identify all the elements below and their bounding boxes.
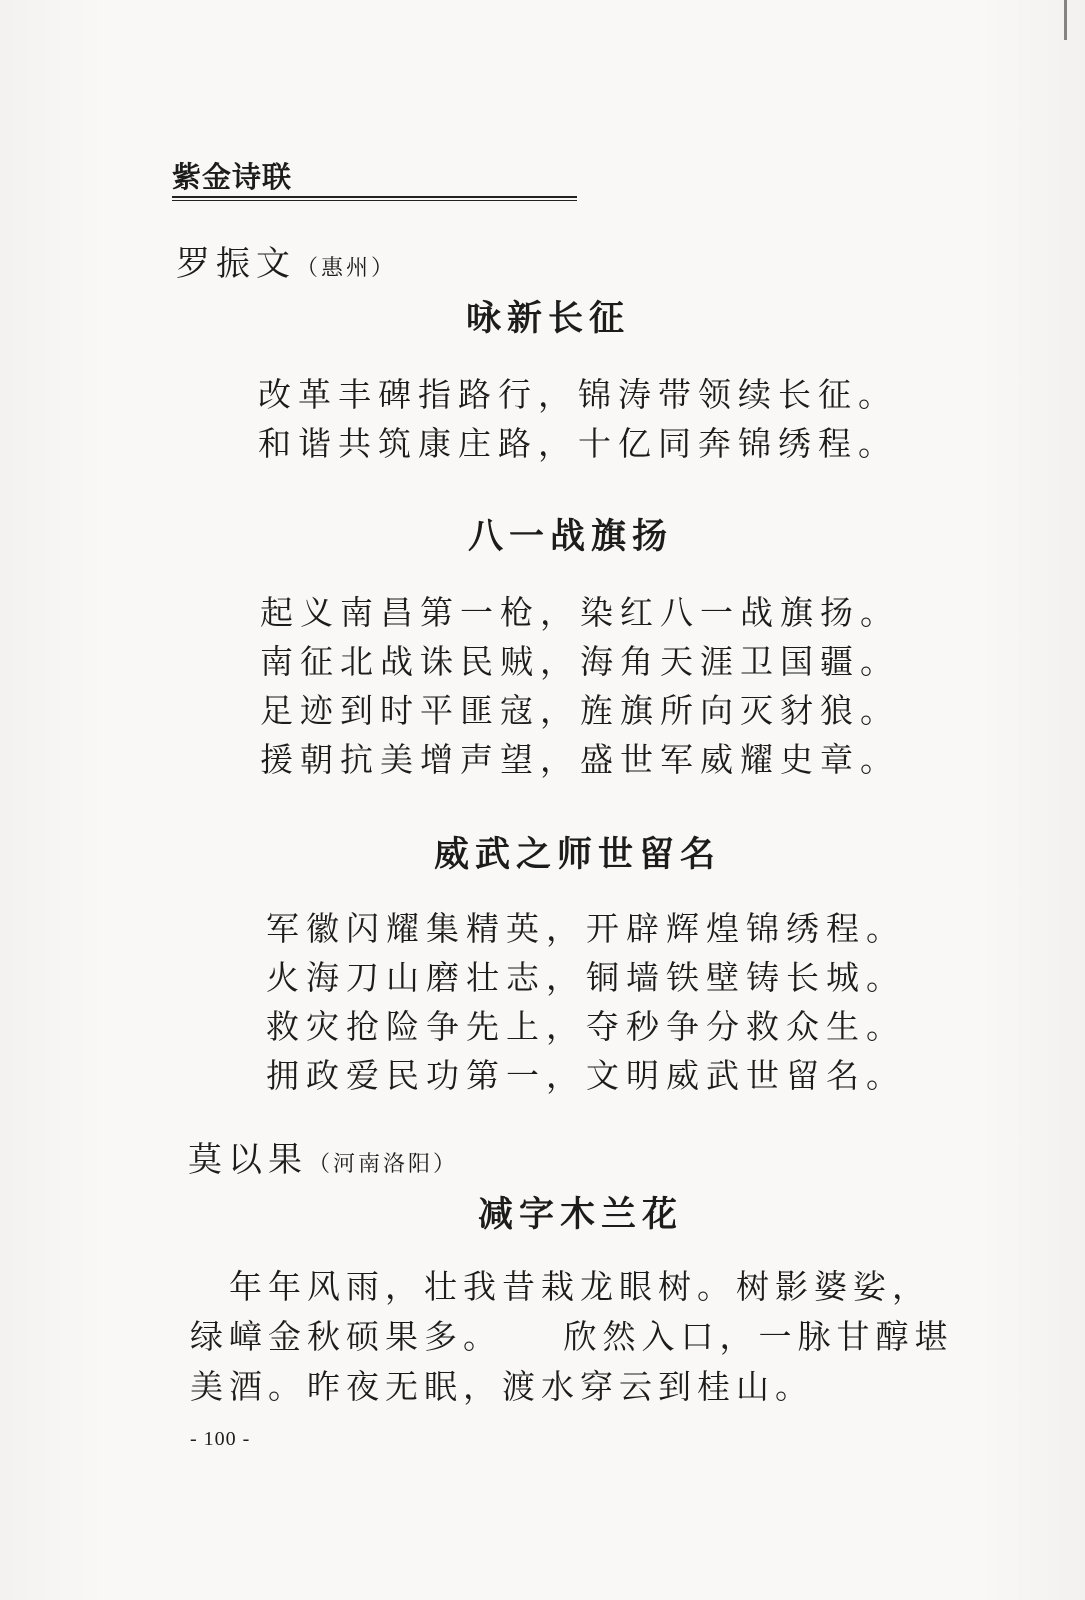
- running-header: [172, 160, 577, 201]
- author-place: （惠州）: [296, 256, 397, 281]
- verse-line: 救灾抢险争先上，夺秒争分救众生。: [266, 1007, 906, 1046]
- verse-line: 起义南昌第一枪，染红八一战旗扬。: [260, 593, 900, 632]
- poem-title: 威武之师世留名: [434, 835, 722, 875]
- page-edge-mark: [1064, 0, 1067, 40]
- poem-body: [258, 370, 898, 468]
- verse-line: 火海刀山磨壮志，铜墙铁壁铸长城。: [266, 958, 906, 997]
- author-name: 罗振文: [176, 244, 296, 284]
- author-name: 莫以果: [188, 1140, 308, 1180]
- verse-line: 改革丰碑指路行，锦涛带领续长征。: [258, 375, 898, 414]
- poem-title: 八一战旗扬: [468, 517, 674, 557]
- header-rule: [172, 196, 577, 198]
- poem-title: 减字木兰花: [478, 1195, 684, 1235]
- header-rule-thin: [172, 200, 577, 201]
- poem-title: 咏新长征: [466, 299, 631, 339]
- author-line-2: [188, 1140, 458, 1185]
- page-number: - 100 -: [190, 1428, 251, 1450]
- verse-line: 拥政爱民功第一，文明威武世留名。: [266, 1056, 906, 1095]
- book-title: 紫金诗联: [172, 160, 293, 194]
- verse-line: 南征北战诛民贼，海角天涯卫国疆。: [260, 642, 900, 681]
- author-place: （河南洛阳）: [308, 1152, 459, 1177]
- poem-body: [260, 588, 900, 784]
- verse-line: 足迹到时平匪寇，旌旗所向灭豺狼。: [260, 691, 900, 730]
- verse-line: 军徽闪耀集精英，开辟辉煌锦绣程。: [266, 909, 906, 948]
- verse-line: 和谐共筑康庄路，十亿同奔锦绣程。: [258, 424, 898, 463]
- ci-poem-body: [190, 1262, 980, 1412]
- author-line-1: [176, 244, 396, 289]
- ci-line: 绿嶂金秋硕果多。 欣然入口，一脉甘醇堪: [190, 1317, 954, 1356]
- poem-body: [266, 904, 906, 1100]
- ci-line: 美酒。昨夜无眠，渡水穿云到桂山。: [190, 1367, 814, 1406]
- ci-line: 年年风雨，壮我昔栽龙眼树。树影婆娑，: [190, 1267, 931, 1306]
- verse-line: 援朝抗美增声望，盛世军威耀史章。: [260, 740, 900, 779]
